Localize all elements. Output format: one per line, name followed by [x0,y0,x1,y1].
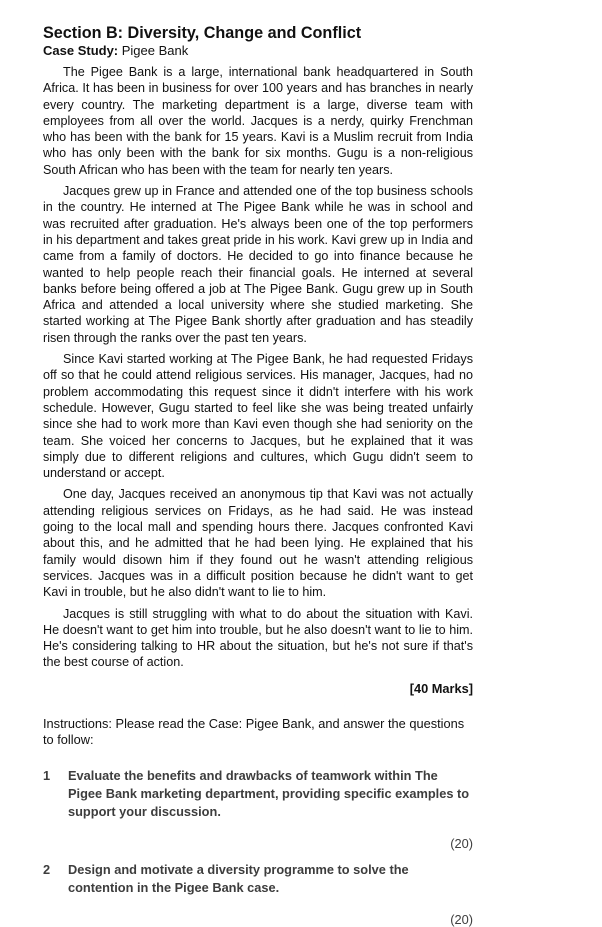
case-study-label: Case Study: [43,43,119,58]
question-2 [43,861,473,897]
document-page [43,24,473,927]
question-text: Evaluate the benefits and drawbacks of teamwork within The Pigee Bank marketing department, providing specific examples to support your discussion. [68,767,470,819]
case-study-line [43,43,473,59]
case-paragraph-4: One day, Jacques received an anonymous tip that Kavi was not actually attending religious services on Fridays, as he had said. He was instead going to the local mall and spending hours there. Jacques confronted Kavi about this, and he admitted that he had been lying. He explained that his family would disown him if they found out he wasn't attending religious services. Jacques was in a difficult position because he didn't want to get Kavi in trouble, but he also didn't want to lie to him. [43,487,473,600]
total-marks: [40 Marks] [409,680,473,696]
question-number: 2 [43,861,51,877]
case-paragraph-5: Jacques is still struggling with what to do about the situation with Kavi. He doesn't want to get him into trouble, but he also doesn't want to lie to him. He's considering talking to HR about the situation, but he's not sure if that's the best course of action. [43,606,473,670]
question-2-marks: (20) [450,911,473,927]
question-text: Design and motivate a diversity programme to solve the contention in the Pigee Bank case. [68,861,409,895]
case-study-name: Pigee Bank [118,43,189,58]
section-title: Section B: Diversity, Change and Conflict [43,24,362,42]
question-number: 1 [43,767,51,783]
case-paragraph-3: Since Kavi started working at The Pigee Bank, he had requested Fridays off so that he could attend religious services. His manager, Jacques, had no problem accommodating this request since it didn't interfere with his work schedule. However, Gugu started to feel like she was being treated unfairly since she had to work more than Kavi even though she had seniority on the team. She voiced her concerns to Jacques, but he explained that it was simply due to different religions and cultures, which Gugu didn't seem to understand or accept. [43,352,473,481]
instructions: Instructions: Please read the Case: Pigee Bank, and answer the questions to follow: [43,715,465,747]
question-1 [43,767,473,821]
case-paragraph-1: The Pigee Bank is a large, international bank headquartered in South Africa. It has been in business for over 100 years and has branches in nearly every country. The marketing department is a large, diverse team with employees from all over the world. Jacques is a nerdy, quirky Frenchman who has been with the bank for 15 years. Kavi is a Muslim recruit from India who has only been with the bank for six months. Gugu is a non-religious South African who has been with the team for nearly ten years. [43,65,473,177]
case-paragraph-2: Jacques grew up in France and attended one of the top business schools in the country. He interned at The Pigee Bank while he was in school and was recruited after graduation. He's always been one of the top performers in his department and takes great pride in his work. Kavi grew up in India and came from a family of doctors. He decided to go into finance because he wanted to help people reach their financial goals. He interned at several banks before being offered a job at The Pigee Bank. Gugu grew up in South Africa and attended a local university where she studied marketing. She started working at The Pigee Bank shortly after graduation and has steadily risen through the ranks over the past ten years. [43,184,473,345]
question-1-marks: (20) [450,835,473,851]
